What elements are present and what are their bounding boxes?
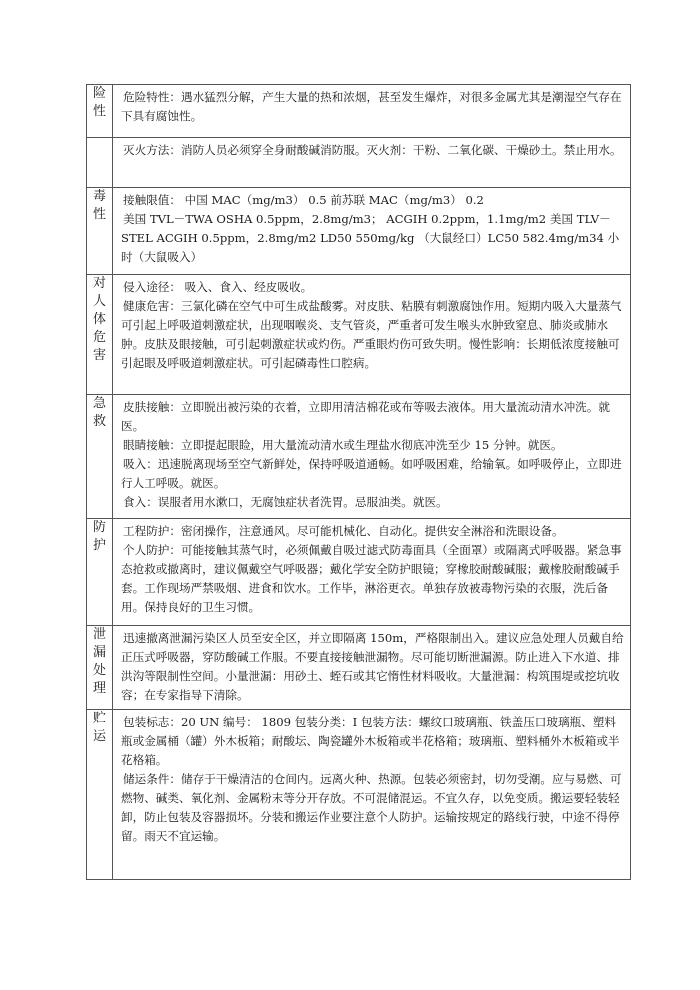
paragraph: 储运条件：储存于干燥清洁的仓间内。远离火种、热源。包装必须密封，切勿受潮。应与易燃、可燃物、碱类、氧化剂、金属粉末等分开存放。不可混储混运。不宜久存，以免变质。搬运要轻装轻卸，防止包装及容器损坏。分装和搬运作业要注意个人防护。运输按规定的路线行驶，中途不得停留。雨天不宜运输。 xyxy=(121,772,622,843)
paragraph: 个人防护：可能接触其蒸气时，必须佩戴自吸过滤式防毒面具（全面罩）或隔离式呼吸器。紧急事态抢救或撤离时，建议佩戴空气呼吸器；戴化学安全防护眼镜；穿橡胶耐酸碱服；戴橡胶耐酸碱手套。工作现场严禁吸烟、进食和饮水。工作毕，淋浴更衣。单独存放被毒物污染的衣服，洗后备用。保持良好的卫生习惯。 xyxy=(121,543,622,614)
table-row xyxy=(87,138,631,188)
paragraph: 侵入途径： 吸入、食入、经皮吸收。 xyxy=(123,280,313,294)
section-label-char: 对 xyxy=(92,276,106,291)
paragraph: 皮肤接触：立即脱出被污染的衣着，立即用清洁棉花或布等吸去液体。用大量流动清水冲洗。就医。 xyxy=(121,400,610,433)
section-label xyxy=(87,626,113,710)
section-label-char: 害 xyxy=(92,348,106,363)
section-label-char: 运 xyxy=(92,729,106,744)
table-row xyxy=(87,275,631,395)
msds-table xyxy=(86,84,631,880)
section-label-char: 危 xyxy=(92,330,106,345)
paragraph: 灭火方法：消防人员必须穿全身耐酸碱消防服。灭火剂：干粉、二氧化碳、干燥砂土。禁止用水。 xyxy=(123,143,622,157)
table-row xyxy=(87,395,631,519)
section-content xyxy=(113,395,631,519)
section-label-char: 性 xyxy=(92,207,106,222)
paragraph: 包装标志：20 UN 编号： 1809 包装分类：Ⅰ 包装方法：螺纹口玻璃瓶、铁盖压口玻璃瓶、塑料瓶或金属桶（罐）外木板箱；耐酸坛、陶瓷罐外木板箱或半花格箱；玻璃瓶、塑料桶外木板箱或半花格箱。 xyxy=(121,715,620,767)
paragraph: 危险特性：遇水猛烈分解，产生大量的热和浓烟，甚至发生爆炸，对很多金属尤其是潮湿空气存在下具有腐蚀性。 xyxy=(121,90,622,123)
section-label xyxy=(87,395,113,519)
section-label xyxy=(87,275,113,395)
section-label-char: 险 xyxy=(92,86,106,101)
table-row xyxy=(87,85,631,138)
section-label xyxy=(87,710,113,880)
section-label xyxy=(87,85,113,138)
section-label-char: 贮 xyxy=(92,711,106,726)
paragraph: 吸入：迅速脱离现场至空气新鲜处，保持呼吸道通畅。如呼吸困难，给输氧。如呼吸停止，立即进行人工呼吸。就医。 xyxy=(121,457,622,490)
paragraph: 迅速撤离泄漏污染区人员至安全区，并立即隔离 150m，严格限制出入。建议应急处理人员戴自给正压式呼吸器，穿防酸碱工作服。不要直接接触泄漏物。尽可能切断泄漏源。防止进入下水道、排洪沟等限制性空间。小量泄漏：用砂土、蛭石或其它惰性材料吸收。大量泄漏：构筑围堤或挖坑收容；在专家指导下清除。 xyxy=(121,631,624,702)
section-label-char: 人 xyxy=(92,294,106,309)
paragraph: 食入：误服者用水漱口，无腐蚀症状者洗胃。忌服油类。就医。 xyxy=(123,495,448,509)
paragraph: 眼睛接触：立即提起眼睑，用大量流动清水或生理盐水彻底冲洗至少 15 分钟。就医。 xyxy=(123,438,563,452)
section-content xyxy=(113,275,631,395)
section-label-char: 体 xyxy=(92,312,106,327)
paragraph: 工程防护：密闭操作，注意通风。尽可能机械化、自动化。提供安全淋浴和洗眼设备。 xyxy=(123,524,564,538)
section-content xyxy=(113,519,631,626)
section-content xyxy=(113,710,631,880)
section-label-char: 毒 xyxy=(92,189,106,204)
section-label-char: 泄 xyxy=(92,627,106,642)
section-label xyxy=(87,188,113,275)
section-label-char: 急 xyxy=(92,396,106,411)
paragraph: 接触限值： 中国 MAC（mg/m3） 0.5 前苏联 MAC（mg/m3） 0.2 xyxy=(123,193,484,207)
table-row xyxy=(87,519,631,626)
paragraph: 美国 TVL－TWA OSHA 0.5ppm，2.8mg/m3； ACGIH 0.2ppm，1.1mg/m2 美国 TLV－STEL ACGIH 0.5ppm，2.8mg/m2 LD50 550mg/kg （大鼠经口）LC50 582.4mg/m34 小时（大鼠吸入） xyxy=(121,212,620,264)
section-content xyxy=(113,85,631,138)
section-label-char: 防 xyxy=(92,520,106,535)
table-row xyxy=(87,710,631,880)
section-label xyxy=(87,138,113,188)
table-row xyxy=(87,626,631,710)
section-label-char: 理 xyxy=(92,681,106,696)
section-label-char: 性 xyxy=(92,104,106,119)
paragraph: 健康危害：三氯化磷在空气中可生成盐酸雾。对皮肤、粘膜有刺激腐蚀作用。短期内吸入大量蒸气可引起上呼吸道刺激症状，出现咽喉炎、支气管炎，严重者可发生喉头水肿致窒息、肺炎或肺水肿。皮肤及眼接触，可引起刺激症状或灼伤。严重眼灼伤可致失明。慢性影响：长期低浓度接触可引起眼及呼吸道刺激症状。可引起磷毒性口腔病。 xyxy=(121,299,622,370)
section-content xyxy=(113,188,631,275)
section-label-char: 处 xyxy=(92,663,106,678)
section-label-char: 漏 xyxy=(92,645,106,660)
section-content xyxy=(113,138,631,188)
section-label xyxy=(87,519,113,626)
section-label-char: 救 xyxy=(92,414,106,429)
table-row xyxy=(87,188,631,275)
section-content xyxy=(113,626,631,710)
section-label-char: 护 xyxy=(92,538,106,553)
